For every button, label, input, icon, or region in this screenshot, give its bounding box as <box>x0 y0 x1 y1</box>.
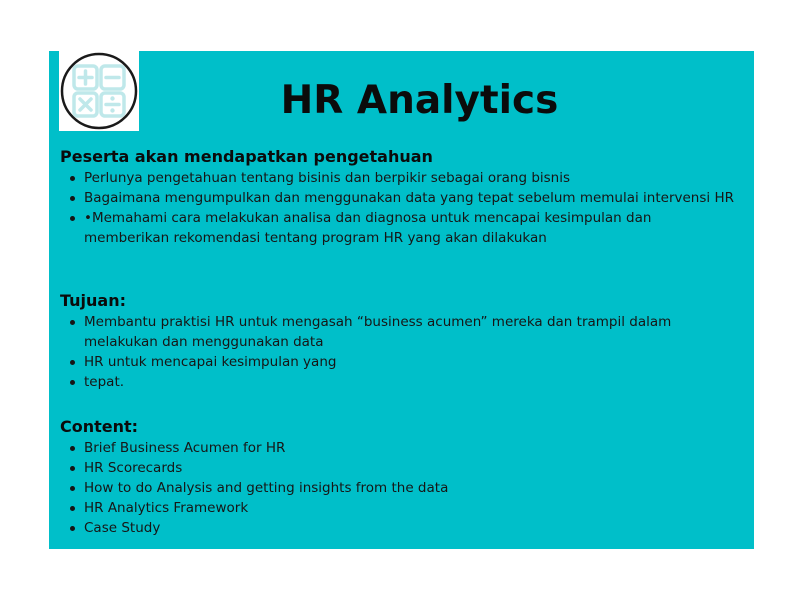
section-heading: Content: <box>60 417 139 436</box>
section-content <box>60 416 736 538</box>
list-item: Bagaimana mengumpulkan dan menggunakan data yang tepat sebelum memulai intervensi HR <box>84 188 736 208</box>
list-item: HR untuk mencapai kesimpulan yang <box>84 352 736 372</box>
section-heading: Peserta akan mendapatkan pengetahuan <box>60 147 433 166</box>
bullet-list <box>60 438 736 538</box>
bullet-list <box>60 312 736 392</box>
page-title: HR Analytics <box>280 78 559 123</box>
list-item: tepat. <box>84 372 736 392</box>
section-peserta <box>60 146 736 248</box>
list-item: •Memahami cara melakukan analisa dan diagnosa untuk mencapai kesimpulan dan memberikan rekomendasi tentang program HR yang akan dilakukan <box>84 208 736 248</box>
list-item: How to do Analysis and getting insights from the data <box>84 478 736 498</box>
section-tujuan <box>60 290 736 392</box>
list-item: Case Study <box>84 518 736 538</box>
list-item: HR Analytics Framework <box>84 498 736 518</box>
list-item: HR Scorecards <box>84 458 736 478</box>
bullet-list <box>60 168 736 248</box>
list-item: Brief Business Acumen for HR <box>84 438 736 458</box>
list-item: Membantu praktisi HR untuk mengasah “business acumen” mereka dan trampil dalam melakukan dan menggunakan data <box>84 312 736 352</box>
section-heading: Tujuan: <box>60 291 127 310</box>
hr-analytics-panel <box>49 51 754 549</box>
list-item: Perlunya pengetahuan tentang bisinis dan berpikir sebagai orang bisnis <box>84 168 736 188</box>
